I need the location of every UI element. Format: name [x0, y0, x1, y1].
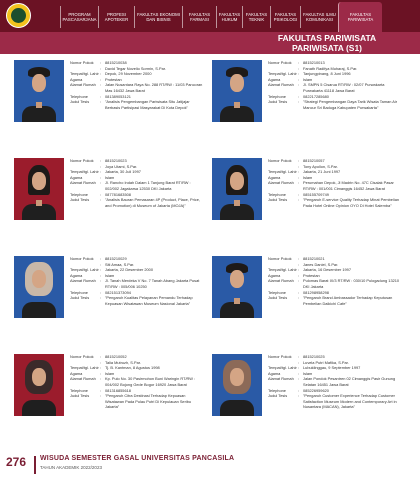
info-value-judul-tesis: "Pengaruh Brand Ambassador Terhadap Keputusan Pembelian Daikichi Cafe": [303, 295, 393, 306]
info-colon: :: [298, 158, 300, 163]
photo-face: [230, 74, 244, 92]
section-banner: [0, 32, 420, 54]
info-colon: :: [298, 163, 300, 169]
photo-face: [32, 270, 46, 288]
graduate-photo: [212, 354, 262, 416]
info-label: Agama: [70, 174, 83, 180]
banner-program: PARIWISATA (S1): [291, 43, 363, 53]
info-label: Agama: [268, 174, 281, 180]
info-value-nama: Tony Apollon, S.Par.: [303, 163, 338, 169]
info-value-telephone: 082217285680: [303, 93, 329, 99]
info-label: Telephone: [268, 191, 286, 197]
info-value-alamat-rumah: Jl. Tanah Merdeka V No. 7 Tanah Abang Jakarta Pusat RT/RW : 005/006 10250: [105, 278, 200, 289]
info-colon: :: [298, 376, 300, 382]
info-colon: :: [298, 278, 300, 284]
info-value-tempat-tgl-lahir: Jakarta, 30 Juli 1997: [105, 169, 141, 175]
info-label: Nomor Pokok: [268, 60, 292, 65]
info-label: Tempat/tgl. Lahir: [70, 365, 99, 371]
info-value-agama: Protestan: [105, 76, 122, 82]
info-label: Nomor Pokok: [70, 256, 94, 261]
photo-face: [230, 270, 244, 288]
info-label: Agama: [268, 272, 281, 278]
info-label: Nomor Pokok: [70, 158, 94, 163]
info-value-tempat-tgl-lahir: Jakarta, 22 Desember 2000: [105, 267, 154, 273]
nav-tab-3[interactable]: FAKULTAS FARMASI: [182, 6, 216, 28]
info-colon: :: [100, 370, 102, 376]
nav-tab-1[interactable]: PROFESI APOTEKER: [98, 6, 134, 28]
info-label: Telephone: [70, 387, 88, 393]
info-row-judul-tesis: [70, 99, 204, 110]
info-row-alamat-rumah: [70, 376, 204, 387]
info-row-judul-tesis: [268, 197, 402, 208]
info-label: Agama: [70, 272, 83, 278]
info-colon: :: [298, 354, 300, 359]
info-row-alamat-rumah: [70, 180, 204, 191]
info-label: Alamat Rumah: [268, 180, 294, 186]
info-colon: :: [298, 256, 300, 261]
photo-body: [22, 106, 56, 122]
graduate-photo: [212, 158, 262, 220]
info-colon: :: [100, 376, 102, 382]
info-label: Tempat/tgl. Lahir: [268, 169, 297, 175]
graduate-info: [268, 158, 402, 208]
graduate-info: [70, 256, 204, 306]
info-colon: :: [100, 289, 102, 295]
info-value-agama: Islam: [105, 174, 115, 180]
info-row-alamat-rumah: [70, 82, 204, 93]
info-value-nomor-pokok: 8815210025: [303, 354, 325, 359]
info-label: Alamat Rumah: [70, 82, 96, 88]
info-row-alamat-rumah: [268, 82, 402, 93]
info-label: Alamat Rumah: [70, 376, 96, 382]
info-label: Judul Tesis: [70, 295, 90, 301]
info-colon: :: [298, 387, 300, 393]
photo-body: [220, 400, 254, 416]
info-colon: :: [100, 191, 102, 197]
info-value-nomor-pokok: 8815210057: [303, 158, 325, 163]
info-label: Judul Tesis: [70, 393, 90, 399]
info-colon: :: [100, 99, 102, 105]
graduate-info: [268, 256, 402, 306]
info-value-agama: Islam: [105, 370, 115, 376]
info-label: Alamat Rumah: [268, 278, 294, 284]
info-colon: :: [298, 295, 300, 301]
page-number: 276: [6, 455, 27, 469]
info-row-judul-tesis: [70, 393, 204, 410]
info-row-judul-tesis: [268, 295, 402, 306]
info-colon: :: [298, 365, 300, 371]
info-value-nama: Siti Amaa, S.Par.: [105, 261, 135, 267]
info-value-tempat-tgl-lahir: Lubuklinggau, 9 September 1997: [303, 365, 361, 371]
graduate-photo: [212, 256, 262, 318]
info-value-alamat-rumah: Kp. Pulo No. 30 Pasirmohon Buni Waringin RT/RW : 004/002 Bojong Gede Bogor 16920 Jawa Barat: [105, 376, 196, 387]
photo-neck: [234, 200, 240, 206]
graduate-info: [268, 60, 402, 110]
info-colon: :: [298, 82, 300, 88]
info-colon: :: [298, 197, 300, 203]
info-label: Nomor Pokok: [268, 354, 292, 359]
info-label: Judul Tesis: [268, 295, 288, 301]
nav-tab-2[interactable]: FAKULTAS EKONOMI DAN BISNIS: [134, 6, 182, 28]
info-label: Nomor Pokok: [268, 158, 292, 163]
photo-face: [230, 172, 244, 190]
graduate-entry: [212, 354, 402, 454]
info-row-judul-tesis: [268, 99, 402, 110]
photo-neck: [234, 298, 240, 304]
info-colon: :: [100, 393, 102, 399]
info-label: Nomor Pokok: [268, 256, 292, 261]
info-row-judul-tesis: [268, 393, 402, 410]
info-label: Tempat/tgl. Lahir: [268, 267, 297, 273]
info-label: Telephone: [268, 289, 286, 295]
photo-face: [32, 172, 46, 190]
info-value-alamat-rumah: Jalan Pondok Pesantren 02 Cimanggis Pasir Gunung Selatan 16451 Jawa Barat: [303, 376, 396, 387]
info-colon: :: [100, 76, 102, 82]
info-colon: :: [298, 289, 300, 295]
info-label: Telephone: [268, 387, 286, 393]
graduate-entry: [14, 60, 204, 160]
info-colon: :: [298, 169, 300, 175]
info-value-agama: Islam: [303, 174, 313, 180]
nav-tab-0[interactable]: PROGRAM PASCASARJANA: [60, 6, 98, 28]
info-colon: :: [100, 169, 102, 175]
photo-body: [22, 302, 56, 318]
info-value-nomor-pokok: 8815210023: [105, 158, 127, 163]
info-row-judul-tesis: [70, 197, 204, 208]
info-label: Telephone: [70, 93, 88, 99]
info-label: Telephone: [70, 289, 88, 295]
info-value-tempat-tgl-lahir: Tj. B. Kantman, 8 Agustus 1998: [105, 365, 160, 371]
info-label: Tempat/tgl. Lahir: [70, 267, 99, 273]
info-value-agama: Islam: [303, 76, 313, 82]
info-colon: :: [298, 71, 300, 77]
banner-faculty: FAKULTAS PARIWISATA: [277, 33, 377, 43]
photo-body: [220, 106, 254, 122]
info-colon: :: [100, 158, 102, 163]
info-colon: :: [100, 65, 102, 71]
info-label: Tempat/tgl. Lahir: [268, 365, 297, 371]
footer-subtitle: TAHUN AKADEMIK 2022/2023: [40, 465, 102, 470]
info-colon: :: [100, 278, 102, 284]
info-value-nomor-pokok: 8815210013: [303, 60, 325, 65]
photo-neck: [36, 200, 42, 206]
info-value-agama: Protestan: [303, 272, 320, 278]
footer: [0, 450, 420, 480]
info-value-agama: Islam: [105, 272, 115, 278]
info-row-judul-tesis: [70, 295, 204, 306]
info-colon: :: [100, 256, 102, 261]
info-label: Judul Tesis: [70, 99, 90, 105]
info-colon: :: [100, 272, 102, 278]
info-value-alamat-rumah: Jalan Nusantara Raya No. 288 RT/RW : 11/03 Pancoran Mas 16432 Jawa Barat: [105, 82, 203, 93]
info-value-tempat-tgl-lahir: Jakarta, 21 Juni 1997: [303, 169, 341, 175]
info-value-nomor-pokok: 8815210052: [105, 354, 127, 359]
graduate-entry: [14, 256, 204, 356]
info-value-nama: Luvela Putri Mafika, S.Par.: [303, 359, 349, 365]
info-value-telephone: 085155709749: [303, 191, 329, 197]
graduate-info: [268, 354, 402, 410]
info-label: Agama: [268, 76, 281, 82]
info-value-telephone: 087781683508: [105, 191, 131, 197]
header-bar: [0, 0, 420, 32]
info-colon: :: [298, 191, 300, 197]
logo-emblem: [10, 7, 27, 24]
info-colon: :: [298, 267, 300, 273]
info-colon: :: [100, 197, 102, 203]
banner-title: [242, 33, 412, 53]
footer-divider: [34, 456, 36, 474]
info-value-nama: Janes Daniel, S.Par.: [303, 261, 339, 267]
info-label: Alamat Rumah: [70, 180, 96, 186]
nav-tab-5[interactable]: FAKULTAS TEKNIK: [242, 6, 270, 28]
info-value-alamat-rumah: Jl. Rancho Indah Dalam 1 Tanjung Barat RT/RW : 002/002 Jagakarsa 12530 DKI Jakarta: [105, 180, 191, 191]
info-colon: :: [298, 174, 300, 180]
photo-neck: [36, 102, 42, 108]
info-colon: :: [100, 180, 102, 186]
graduate-entry: [14, 158, 204, 258]
info-colon: :: [298, 99, 300, 105]
photo-body: [22, 400, 56, 416]
photo-body: [22, 204, 56, 220]
info-colon: :: [298, 180, 300, 186]
nav-tab-7[interactable]: FAKULTAS ILMU KOMUNIKASI: [300, 6, 338, 28]
info-value-nomor-pokok: 8815210029: [105, 256, 127, 261]
photo-face: [32, 368, 46, 386]
graduate-info: [70, 60, 204, 110]
info-value-telephone: 081389053121: [105, 93, 131, 99]
info-value-judul-tesis: "Analisis Pengembangan Pariwisata Situ Jatijajar Berbasis Partisipasi Masyarakat Di Kota Depok": [105, 99, 190, 110]
photo-body: [220, 302, 254, 318]
graduate-entry: [212, 60, 402, 160]
graduate-photo: [14, 256, 64, 318]
info-value-judul-tesis: "Analisis Bauran Pemasaran 4P (Product, Place, Price, and Promotion) di Museum of Jakarta (MOJA)": [105, 197, 200, 208]
info-value-telephone: 081316855618: [105, 387, 131, 393]
info-value-judul-tesis: "Pengaruh E-service Quality Terhadap Minat Pembelian Pada Hotel Online Opinion OYO Di Hotel Salemba": [303, 197, 400, 208]
info-label: Alamat Rumah: [268, 376, 294, 382]
info-label: Judul Tesis: [268, 197, 288, 203]
info-colon: :: [100, 261, 102, 267]
faculty-nav: [60, 0, 420, 32]
info-label: Telephone: [268, 93, 286, 99]
info-label: Alamat Rumah: [70, 278, 96, 284]
info-colon: :: [298, 272, 300, 278]
info-colon: :: [298, 359, 300, 365]
info-label: Judul Tesis: [268, 99, 288, 105]
info-value-judul-tesis: "Pengaruh Customer Experience Terhadap Customer Satisfaction Museum Modern and Contemporary Art in Nusantara (MACAN), Jakarta": [303, 393, 397, 410]
info-colon: :: [100, 82, 102, 88]
info-label: Tempat/tgl. Lahir: [70, 169, 99, 175]
info-row-alamat-rumah: [268, 180, 402, 191]
info-value-alamat-rumah: Perumahan Depok, Jl Madrin No. 47C Cisalak Pasar RT/RW : 001/001 Cimanggis 16452 Jawa Barat: [303, 180, 394, 191]
graduate-entry: [212, 158, 402, 258]
info-colon: :: [100, 93, 102, 99]
info-value-telephone: 081298958298: [303, 289, 329, 295]
info-colon: :: [100, 60, 102, 65]
info-colon: :: [100, 365, 102, 371]
nav-tab-8[interactable]: FAKULTAS PARIWISATA: [338, 2, 382, 32]
info-label: Judul Tesis: [268, 393, 288, 399]
footer-title: WISUDA SEMESTER GASAL UNIVERSITAS PANCASILA: [40, 455, 235, 462]
info-value-nama: Joya Utami, S.Par.: [105, 163, 138, 169]
info-colon: :: [298, 393, 300, 399]
info-label: Alamat Rumah: [268, 82, 294, 88]
info-label: Tempat/tgl. Lahir: [268, 71, 297, 77]
info-colon: :: [298, 65, 300, 71]
info-colon: :: [100, 354, 102, 359]
graduate-entry: [212, 256, 402, 356]
info-label: Nomor Pokok: [70, 60, 94, 65]
info-value-nomor-pokok: 8815210021: [303, 256, 325, 261]
info-label: Agama: [70, 370, 83, 376]
photo-face: [230, 368, 244, 386]
info-label: Tempat/tgl. Lahir: [70, 71, 99, 77]
info-colon: :: [100, 71, 102, 77]
info-colon: :: [298, 76, 300, 82]
info-value-telephone: 085226959620: [303, 387, 329, 393]
university-logo: [6, 3, 31, 28]
info-label: Judul Tesis: [70, 197, 90, 203]
photo-face: [32, 74, 46, 92]
nav-tab-6[interactable]: FAKULTAS PSIKOLOGI: [270, 6, 300, 28]
info-colon: :: [100, 163, 102, 169]
info-colon: :: [298, 60, 300, 65]
info-value-agama: Islam: [303, 370, 313, 376]
info-colon: :: [298, 93, 300, 99]
info-value-judul-tesis: "Pengaruh Citra Destinasi Terhadap Kepuasan Wisatawan Pada Pulau Putri Di Kepulauan Seribu Jakarta": [105, 393, 192, 410]
info-row-alamat-rumah: [268, 278, 402, 289]
info-value-alamat-rumah: Jl. SMPN 5 Cisarua RT/RW : 02/07 Purwakarta Purwakarta 41118 Jawa Barat: [303, 82, 385, 93]
photo-body: [220, 204, 254, 220]
nav-tab-4[interactable]: FAKULTAS HUKUM: [216, 6, 242, 28]
info-value-alamat-rumah: Pulomas Barat IX/3 RT/RW : 030/10 Pulogadung 13210 DKI Jakarta: [303, 278, 400, 289]
info-colon: :: [298, 261, 300, 267]
info-value-judul-tesis: "Pengaruh Kualitas Pelayanan Pemandu Terhadap Kepuasan Wisatawan Museum Nasional Jakarta": [105, 295, 193, 306]
info-row-alamat-rumah: [268, 376, 402, 387]
info-colon: :: [100, 174, 102, 180]
info-value-nama: Fanath Radifya Muharaj, S.Par.: [303, 65, 358, 71]
graduate-photo: [14, 158, 64, 220]
info-colon: :: [100, 387, 102, 393]
info-colon: :: [100, 359, 102, 365]
graduate-info: [70, 354, 204, 410]
info-value-judul-tesis: "Strategi Pengembangan Daya Tarik Wisata Taman Air Mancur Sri Baduga Kabupaten Purwakarta": [303, 99, 398, 110]
info-label: Nomor Pokok: [70, 354, 94, 359]
info-colon: :: [100, 295, 102, 301]
info-value-nomor-pokok: 8815210038: [105, 60, 127, 65]
graduate-photo: [14, 60, 64, 122]
info-value-tempat-tgl-lahir: Tanjungpinang, 8 Juni 1996: [303, 71, 351, 77]
graduate-info: [70, 158, 204, 208]
photo-neck: [234, 102, 240, 108]
info-label: Agama: [70, 76, 83, 82]
info-value-tempat-tgl-lahir: Depok, 29 November 2000: [105, 71, 152, 77]
graduate-entry: [14, 354, 204, 454]
info-value-nama: David Tegar Novelio Sormin, S.Par.: [105, 65, 166, 71]
info-value-telephone: 082151373094: [105, 289, 131, 295]
graduate-photo: [14, 354, 64, 416]
info-value-tempat-tgl-lahir: Jakarta, 16 Desember 1997: [303, 267, 352, 273]
info-row-alamat-rumah: [70, 278, 204, 289]
graduate-photo: [212, 60, 262, 122]
info-value-nama: Talia Mutruzh, S.Par.: [105, 359, 141, 365]
info-colon: :: [298, 370, 300, 376]
info-colon: :: [100, 267, 102, 273]
info-label: Agama: [268, 370, 281, 376]
info-label: Telephone: [70, 191, 88, 197]
